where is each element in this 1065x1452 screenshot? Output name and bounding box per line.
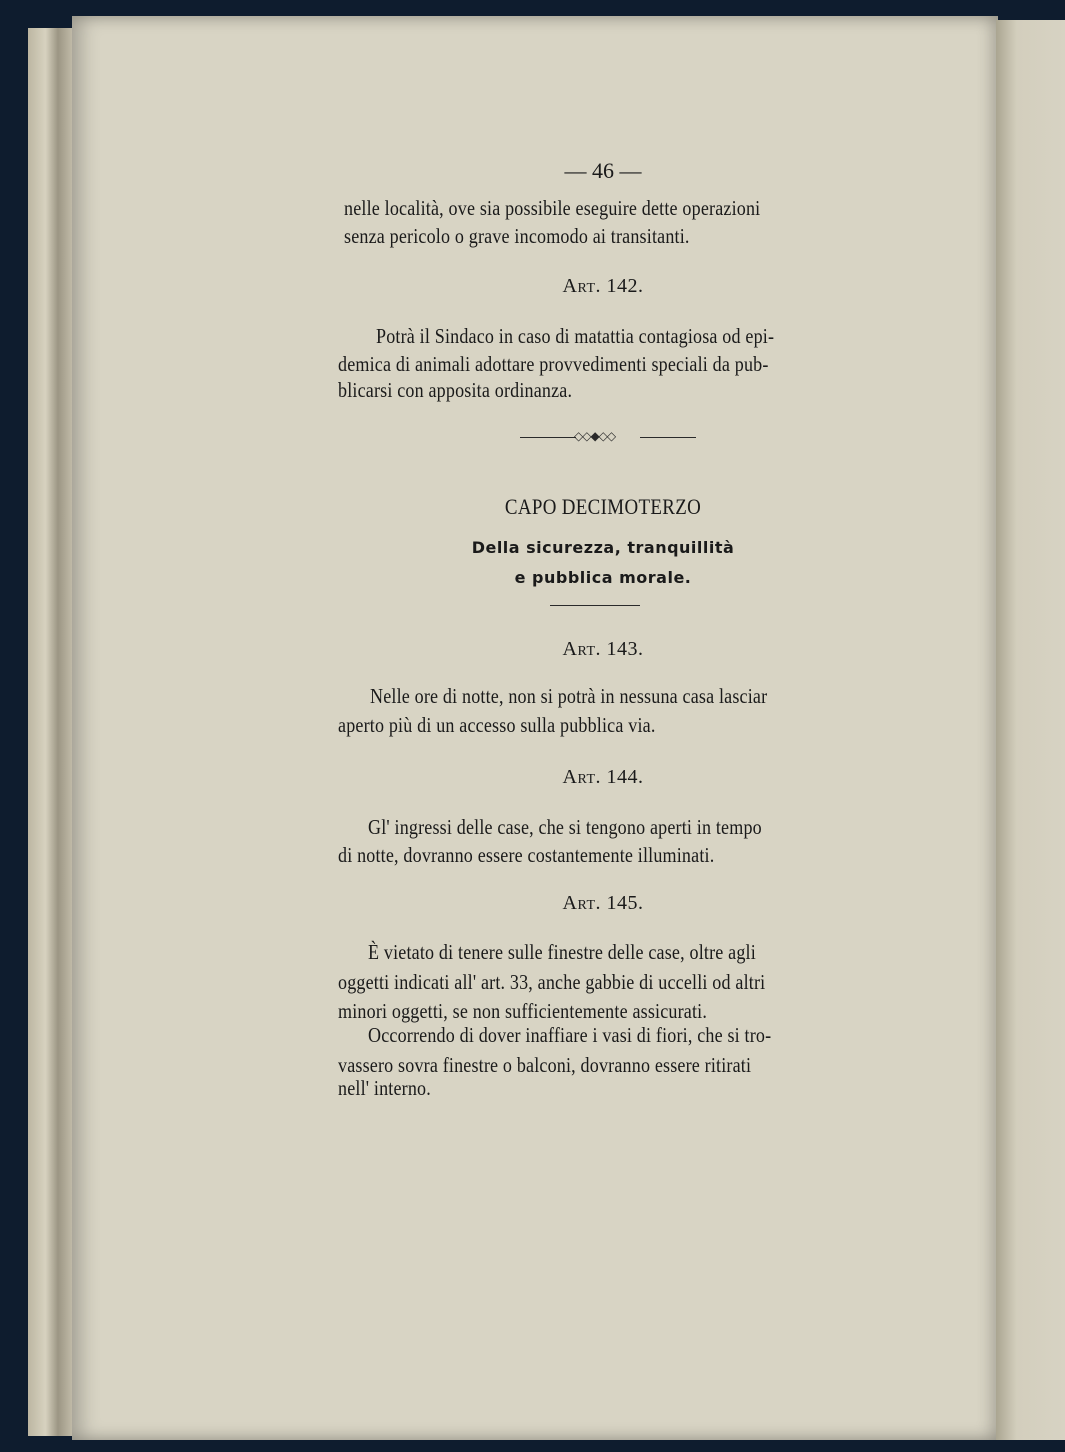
article-heading (338, 638, 868, 661)
article-number: 144. (606, 766, 644, 788)
text-line: nelle località, ove sia possibile eseguire dette operazioni (344, 196, 761, 220)
text-line: minori oggetti, se non sufficientemente assicurati. (338, 999, 708, 1023)
text-line: Nelle ore di notte, non si potrà in nessuna casa lasciar (370, 684, 768, 708)
article-heading (338, 766, 868, 789)
chapter-subtitle: Della sicurezza, tranquillità (471, 538, 735, 557)
article-number: 143. (606, 638, 644, 660)
article-heading (338, 892, 868, 915)
article-heading (338, 275, 868, 298)
article-label: Art. (562, 892, 601, 914)
text-line: È vietato di tenere sulle finestre delle case, oltre agli (368, 940, 756, 964)
text-line: Potrà il Sindaco in caso di matattia contagiosa od epi- (376, 324, 775, 348)
book-spine (28, 28, 78, 1436)
article-number: 142. (606, 275, 644, 297)
page-number: — 46 — (564, 158, 642, 183)
text-line: Occorrendo di dover inaffiare i vasi di fiori, che si tro- (368, 1023, 772, 1047)
text-line: vassero sovra finestre o balconi, dovranno essere ritirati (338, 1053, 752, 1077)
chapter-heading: CAPO DECIMOTERZO (504, 494, 702, 519)
article-label: Art. (562, 275, 601, 297)
text-line: senza pericolo o grave incomodo ai transitanti. (344, 224, 690, 248)
article-label: Art. (562, 638, 601, 660)
chapter-rule (550, 605, 640, 606)
text-line: Gl' ingressi delle case, che si tengono aperti in tempo (368, 815, 762, 839)
facing-page-edge (996, 20, 1065, 1440)
text-line: di notte, dovranno essere costantemente illuminati. (338, 843, 715, 867)
text-line: oggetti indicati all' art. 33, anche gabbie di uccelli od altri (338, 970, 766, 994)
article-label: Art. (562, 766, 601, 788)
text-line: nell' interno. (338, 1076, 431, 1100)
text-line: aperto più di un accesso sulla pubblica via. (338, 713, 656, 737)
article-number: 145. (606, 892, 644, 914)
chapter-subtitle: e pubblica morale. (514, 568, 692, 587)
text-line: demica di animali adottare provvedimenti speciali da pub- (338, 352, 769, 376)
text-line: blicarsi con apposita ordinanza. (338, 378, 573, 402)
